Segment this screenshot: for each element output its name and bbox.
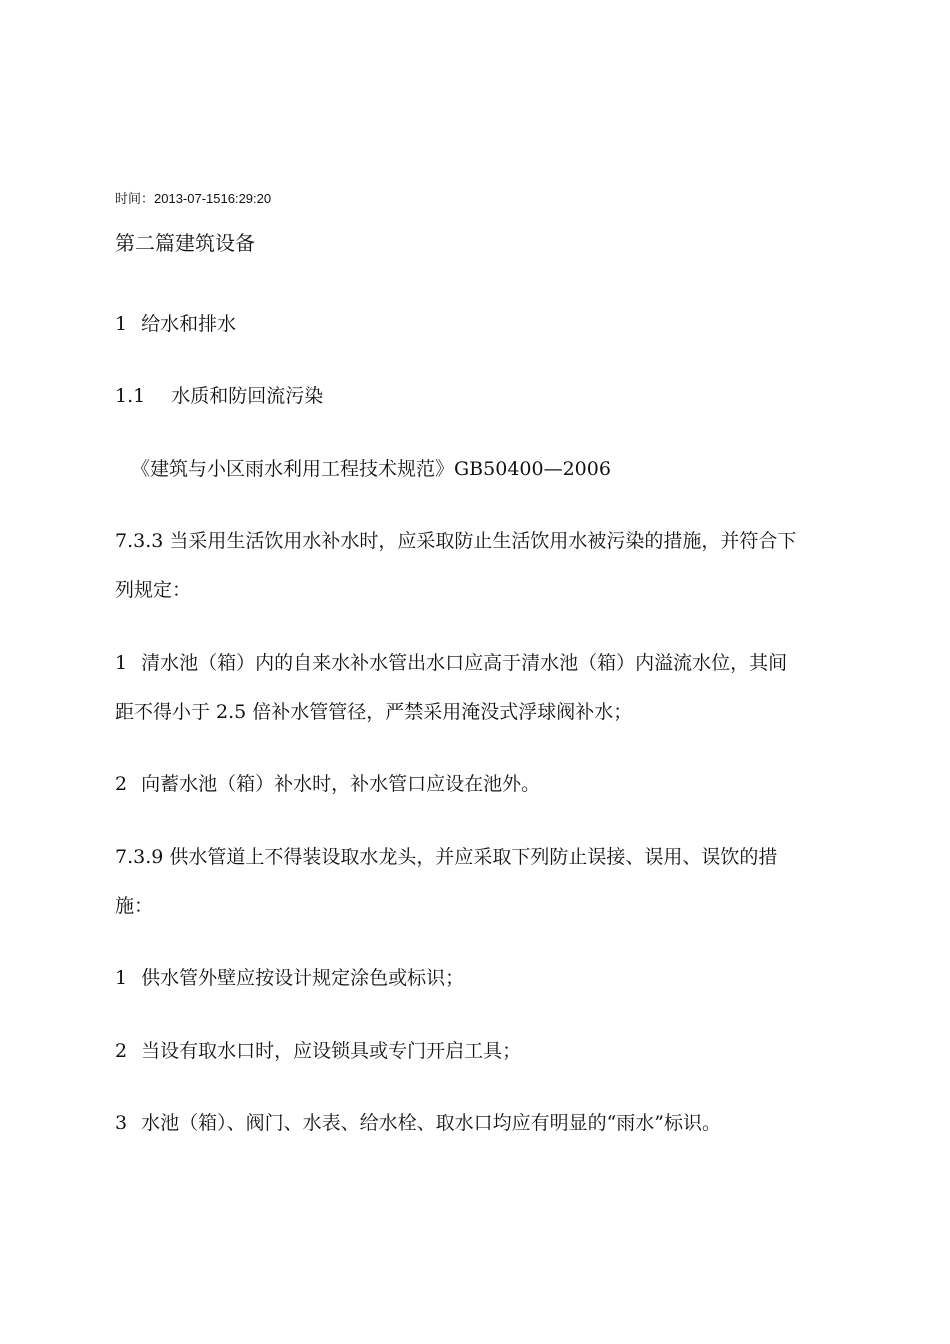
section-number: 1.1 <box>115 385 146 407</box>
list-item-text: 当设有取水口时，应设锁具或专门开启工具； <box>141 1040 522 1062</box>
list-item <box>115 1111 721 1135</box>
list-item-number: 1 <box>115 967 128 989</box>
list-item-continuation: 距不得小于 2.5 倍补水管管径，严禁采用淹没式浮球阀补水； <box>115 701 633 723</box>
list-item-text: 水池（箱）、阀门、水表、给水栓、取水口均应有明显的“雨水”标识。 <box>141 1112 722 1134</box>
list-item-text: 向蓄水池（箱）补水时，补水管口应设在池外。 <box>141 773 541 795</box>
clause-7-3-3-line-2: 列规定： <box>115 579 192 601</box>
standard-reference: 《建筑与小区雨水利用工程技术规范》GB50400—2006 <box>131 458 611 480</box>
list-item <box>115 772 540 796</box>
chapter-number: 1 <box>115 313 128 335</box>
list-item-number: 2 <box>115 1040 128 1062</box>
list-item-number: 2 <box>115 773 128 795</box>
list-item <box>115 966 464 990</box>
chapter-heading <box>115 312 236 336</box>
list-item-number: 3 <box>115 1112 128 1134</box>
list-item <box>115 1039 521 1063</box>
list-item-text: 供水管外壁应按设计规定涂色或标识； <box>141 967 465 989</box>
chapter-title: 给水和排水 <box>141 313 237 335</box>
clause-7-3-3-line-1: 7.3.3 当采用生活饮用水补水时，应采取防止生活饮用水被污染的措施，并符合下 <box>115 530 797 552</box>
section-heading <box>115 384 323 408</box>
list-item-number: 1 <box>115 652 128 674</box>
list-item-text: 清水池（箱）内的自来水补水管出水口应高于清水池（箱）内溢流水位，其间 <box>141 652 788 674</box>
clause-7-3-9-line-2: 施： <box>115 895 154 917</box>
section-title: 水质和防回流污染 <box>171 385 324 407</box>
clause-7-3-9-line-1: 7.3.9 供水管道上不得装设取水龙头，并应采取下列防止误接、误用、误饮的措 <box>115 846 778 868</box>
list-item <box>115 651 787 675</box>
timestamp: 时间：2013-07-1516:29:20 <box>115 191 272 206</box>
page-title: 第二篇建筑设备 <box>115 231 255 255</box>
